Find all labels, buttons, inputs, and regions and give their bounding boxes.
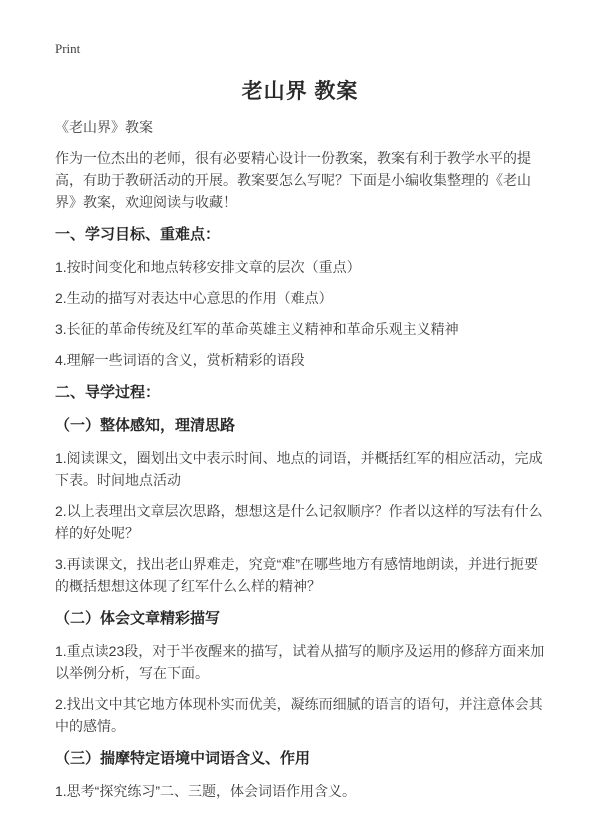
paragraph: 3.长征的革命传统及红军的革命英雄主义精神和革命乐观主义精神	[55, 321, 459, 337]
subsection-heading: （三）揣摩特定语境中词语含义、作用	[55, 750, 311, 767]
document-content	[55, 116, 545, 802]
page-title: 老山界 教案	[241, 80, 359, 103]
section-heading: 二、导学过程：	[55, 384, 161, 401]
paragraph: 2.生动的描写对表达中心意思的作用（难点）	[55, 290, 333, 306]
paragraph: 4.理解一些词语的含义，赏析精彩的语段	[55, 352, 305, 368]
paragraph: 3.再读课文，找出老山界难走，究竟“难”在哪些地方有感情地朗读，并进行扼要的概括想想这体现了红军什么么样的精神？	[55, 556, 538, 594]
print-link[interactable]: Print	[55, 41, 81, 56]
paragraph: 作为一位杰出的老师，很有必要精心设计一份教案，教案有利于教学水平的提高，有助于教研活动的开展。教案要怎么写呢？下面是小编收集整理的《老山界》教案，欢迎阅读与收藏！	[55, 150, 531, 210]
paragraph: 1.阅读课文，圈划出文中表示时间、地点的词语，并概括红军的相应活动，完成下表。时间地点活动	[55, 450, 543, 488]
paragraph: 1.按时间变化和地点转移安排文章的层次（重点）	[55, 259, 361, 275]
paragraph: 1.思考“探究练习”二、三题，体会词语作用含义。	[55, 783, 356, 799]
paragraph: 1.重点读23段，对于半夜醒来的描写，试着从描写的顺序及运用的修辞方面来加以举例分析，写在下面。	[55, 643, 545, 681]
subsection-heading: （一）整体感知，理清思路	[55, 417, 236, 434]
subsection-heading: （二）体会文章精彩描写	[55, 610, 221, 627]
paragraph: 2.以上表理出文章层次思路，想想这是什么记叙顺序？作者以这样的写法有什么样的好处呢？	[55, 503, 543, 541]
doc-subtitle: 《老山界》教案	[55, 119, 153, 135]
paragraph: 2.找出文中其它地方体现朴实而优美，凝练而细腻的语言的语句，并注意体会其中的感情。	[55, 696, 543, 734]
section-heading: 一、学习目标、重难点：	[55, 226, 221, 243]
